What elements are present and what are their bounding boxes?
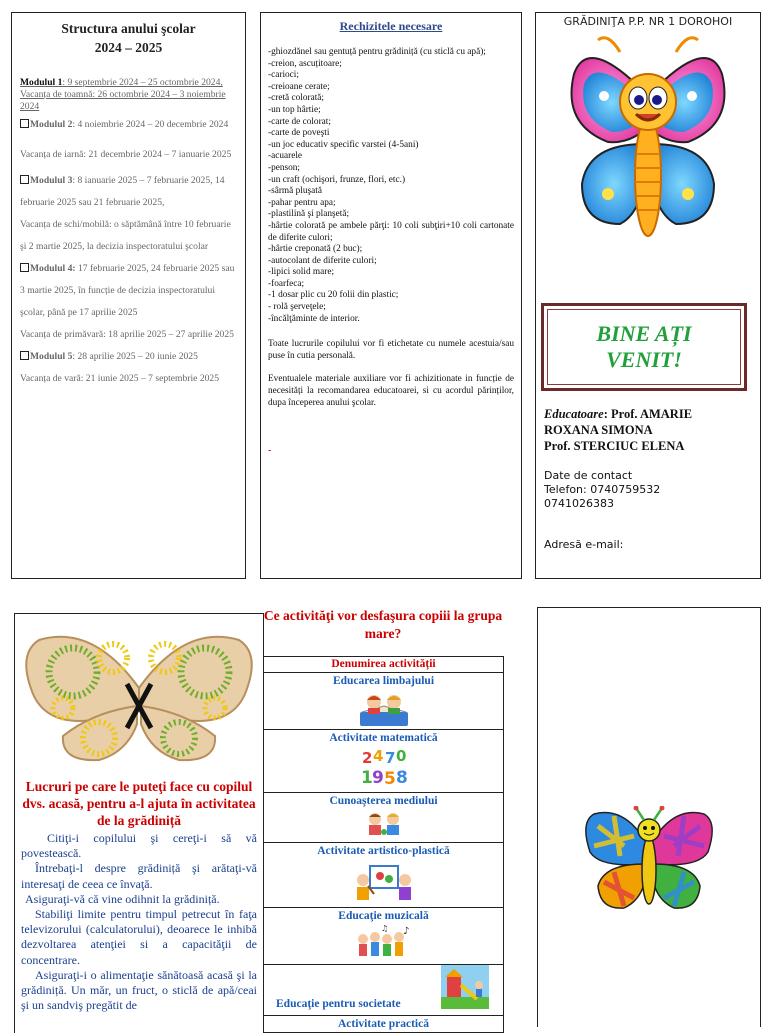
puzzle-butterfly-icon	[584, 806, 714, 916]
table-row: Activitate artistico-plastică	[264, 843, 503, 908]
list-item: - rolă şerveţele;	[268, 302, 326, 313]
table-row: Activitate matematică 2 4 7 0 1 9 5 8	[264, 730, 503, 793]
list-item: -creion, ascuțitoare;	[268, 58, 342, 69]
module-3: Modulul 3: 8 ianuarie 2025 – 7 februarie 2025, 14 februarie 2025 sau 21 februarie 2025,	[20, 175, 225, 208]
school-year-schedule	[20, 77, 237, 390]
svg-text:4: 4	[372, 747, 383, 765]
list-item: -un joc educativ specific varstei (4-5ani)	[268, 139, 419, 150]
list-item: -creioane cerate;	[268, 81, 330, 92]
svg-text:5: 5	[383, 769, 396, 787]
numbers-icon	[358, 747, 410, 787]
activities-column-header: Denumirea activității	[264, 657, 503, 673]
checkbox-icon	[20, 119, 29, 128]
summer-vacation: Vacanța de vară: 21 iunie 2025 – 7 septembrie 2025	[20, 373, 220, 384]
checkbox-icon	[20, 263, 29, 272]
checkbox-icon	[20, 175, 29, 184]
table-row: Educarea limbajului	[264, 673, 503, 730]
svg-text:8: 8	[395, 768, 408, 787]
list-item: -sârmă pluşată	[268, 186, 322, 197]
welcome-frame	[541, 303, 747, 391]
teachers: Educatoare: Prof. AMARIE ROXANA SIMONA Prof. STERCIUC ELENA	[544, 407, 693, 453]
activities-table	[263, 656, 504, 1033]
supplies-list	[268, 47, 514, 325]
children-nature-icon	[364, 810, 404, 838]
list-item: -un top hârtie;	[268, 104, 321, 115]
phone-number-2: 0741026383	[544, 497, 614, 510]
spring-vacation: Vacanța de primăvară: 18 aprilie 2025 – 27 aprilie 2025	[20, 329, 234, 340]
list-item: -autocolant de diferite culori;	[268, 255, 377, 266]
svg-text:9: 9	[371, 768, 384, 787]
children-painting-icon	[354, 860, 414, 904]
svg-text:♪: ♪	[402, 926, 409, 937]
module-1: Modulul 1: 9 septembrie 2024 – 25 octombrie 2024,	[20, 77, 223, 88]
svg-text:7: 7	[384, 749, 395, 767]
home-tips-heading: Lucruri pe care le puteţi face cu copilul dvs. acasă, pentru a-l ajuta în activitatea de la grădiniță	[22, 779, 256, 828]
list-item: -lipici solid mare;	[268, 267, 335, 278]
supplies-title: Rechizitele necesare	[339, 19, 443, 33]
list-item: -pahar pentru apa;	[268, 197, 336, 208]
list-item: -încălţăminte de interior.	[268, 313, 360, 324]
home-tips-text: Citiţi-i copilului şi cereţi-i să vă povestească. Întrebaţi-l despre grădiniță şi arătaţi-vă interesaţi de ceea ce învaţă. Asiguraţi-vă că vine odihnit la grădiniță. Stabiliţi limite pentru timpul petrecut în faţa televizorului (calculatorului), deoarece le inhibă dezvoltarea atenţiei si a capacităţii de concentrare. Asiguraţi-i o alimentaţie sănătoasă acasă şi la grădiniță. Un măr, un fruct, o sticlă de apă/ceai şi un sandviş pregătit de	[21, 831, 257, 1013]
list-item: -1 dosar plic cu 20 folii din plastic;	[268, 290, 399, 301]
children-reading-icon	[356, 690, 412, 728]
module-4: Modulul 4: 17 februarie 2025, 24 februarie 2025 sau 3 martie 2025, în funcție de decizia inspectoratului şcolar, până pe 17 aprilie 2025	[20, 263, 235, 318]
butterfly-cartoon-icon	[568, 34, 728, 246]
activities-panel	[263, 607, 503, 1030]
cover-panel	[535, 12, 761, 579]
list-item: -plastilină şi planşetă;	[268, 209, 350, 220]
lacing-butterfly-mask-icon	[23, 628, 255, 766]
supplies-panel	[260, 12, 522, 579]
welcome-title: BINE AȚI VENIT!	[596, 321, 692, 372]
list-item: -carte de colorat;	[268, 116, 331, 127]
list-item: -hârtie creponată (2 buc);	[268, 244, 363, 255]
phone-number: Telefon: 0740759532	[544, 483, 661, 496]
school-year-title: Structura anului şcolar 2024 – 2025	[61, 21, 196, 55]
svg-text:0: 0	[395, 747, 406, 765]
ski-vacation: Vacanța de schi/mobilă: o săptămână între 10 februarie şi 2 martie 2025, la decizia inspectoratului şcolar	[20, 219, 231, 252]
contact-info: Date de contact Telefon: 0740759532 0741026383	[544, 469, 661, 510]
list-item: -penson;	[268, 162, 301, 173]
winter-vacation: Vacanța de iarnă: 21 decembrie 2024 – 7 ianuarie 2025	[20, 149, 232, 160]
activities-heading: Ce activităţi vor desfaşura copiii la grupa mare?	[263, 608, 503, 641]
list-item: -acuarele	[268, 151, 303, 162]
red-dash: -	[268, 445, 272, 457]
list-item: -carioci;	[268, 70, 299, 81]
list-item: -foarfeca;	[268, 278, 305, 289]
table-row: Cunoaşterea mediului	[264, 793, 503, 843]
list-item: -carte de poveşti	[268, 128, 330, 139]
table-row: Educaţie pentru societate	[264, 965, 503, 1016]
school-year-panel	[11, 12, 246, 579]
svg-text:♫: ♫	[380, 925, 388, 933]
table-row: Educaţie muzicală ♪ ♫	[264, 908, 503, 965]
email-label: Adresă e-mail:	[544, 538, 624, 551]
checkbox-icon	[20, 351, 29, 360]
module-5: Modulul 5: 28 aprilie 2025 – 20 iunie 2025	[20, 346, 237, 368]
labeling-note: Toate lucrurile copilului vor fi etichetate cu numele acestuia/sau puse în cutia personală.	[268, 339, 514, 361]
svg-text:2: 2	[361, 749, 372, 767]
list-item: -cretă colorată;	[268, 93, 324, 104]
list-item: -un craft (ochişori, frunze, flori, etc.)	[268, 174, 406, 185]
svg-text:1: 1	[360, 768, 373, 787]
school-name: GRĂDINIŢA P.P. NR 1 DOROHOI	[563, 15, 733, 28]
module-2: Modulul 2: 4 noiembrie 2024 – 20 decembrie 2024	[20, 114, 237, 136]
list-item: -hârtie colorată pe ambele părţi: 10 coli subţiri+10 coli cartonate de diferite culori;	[268, 220, 514, 243]
home-tips-panel	[14, 613, 264, 1033]
list-item: -ghiozdănel sau gentuță pentru grădiniță (cu sticlă cu apă);	[268, 47, 486, 57]
back-cover-panel	[537, 607, 761, 1027]
children-playground-icon	[441, 965, 489, 1009]
children-singing-icon	[355, 925, 413, 959]
autumn-vacation: Vacanța de toamnă: 26 octombrie 2024 – 3 noiembrie 2024	[20, 89, 226, 112]
table-row: Activitate practică	[264, 1016, 503, 1033]
extra-materials-note: Eventualele materiale auxiliare vor fi achizitionate in funcție de necesități la recomandarea educatoarei, si cu acordul părinților, dupa începerea anului şcolar.	[268, 374, 514, 408]
